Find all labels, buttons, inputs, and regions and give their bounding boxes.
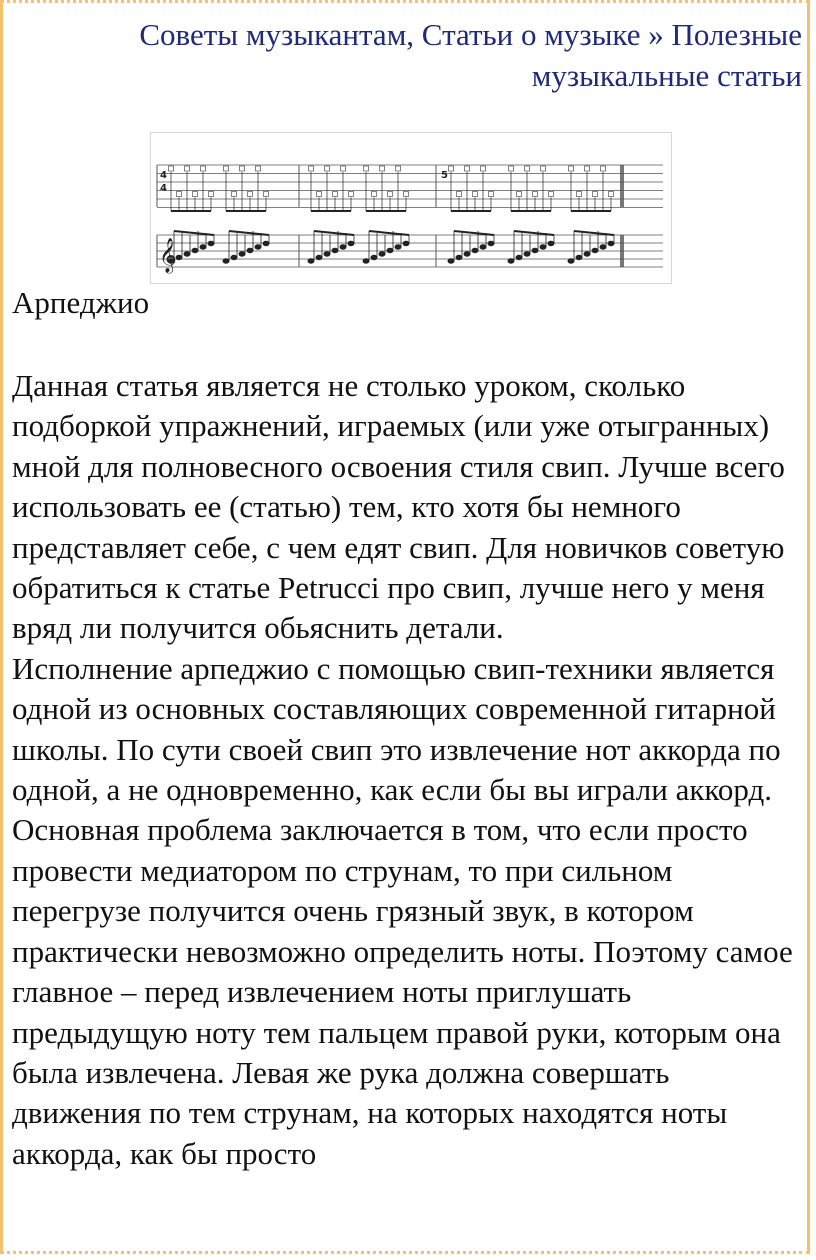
time-signature-bottom: 4 [160, 183, 167, 194]
treble-clef-icon: 𝄞 [159, 238, 177, 273]
article-paragraph: Данная статья является не столько уроком, сколько подборкой упражнений, играемых (или уже отыгранных) мной для полновесного освоения стиля свип. Лучше всего использовать ее (статью) тем, кто хотя бы немного представляет себе, с чем едят свип. Для новичков советую обратиться к статье Petrucci про свип, лучше него у меня вряд ли получится обьяснить детали. [12, 368, 785, 646]
guitar-tab-figure [150, 132, 672, 284]
breadcrumb-link-tips[interactable]: Советы музыкантам, Статьи о музыке [139, 17, 641, 52]
breadcrumb-separator: » [640, 17, 672, 52]
measure-number: 5 [441, 170, 448, 181]
article-body [12, 366, 802, 1174]
time-signature-top: 4 [160, 170, 167, 181]
article-title: Арпеджио [12, 285, 150, 320]
breadcrumb-link-articles[interactable]: Полезные музыкальные статьи [531, 17, 802, 93]
article-paragraph: Исполнение арпеджио с помощью свип-техники является одной из основных составляющих современной гитарной школы. По сути своей свип это извлечение нот аккорда по одной, а не одновременно, как если бы вы играли аккорд. Основная проблема заключается в том, что если просто провести медиатором по струнам, то при сильном перегрузе получится очень грязный звук, в котором практически невозможно определить ноты. Поэтому самое главное – перед извлечением ноты приглушать предыдущую ноту тем пальцем правой руки, которым она была извлечена. Левая же рука должна совершать движения по тем струнам, на которых находятся ноты аккорда, как бы просто [12, 650, 793, 1171]
guitar-tab-notation-image [151, 133, 671, 283]
breadcrumb [102, 14, 802, 96]
